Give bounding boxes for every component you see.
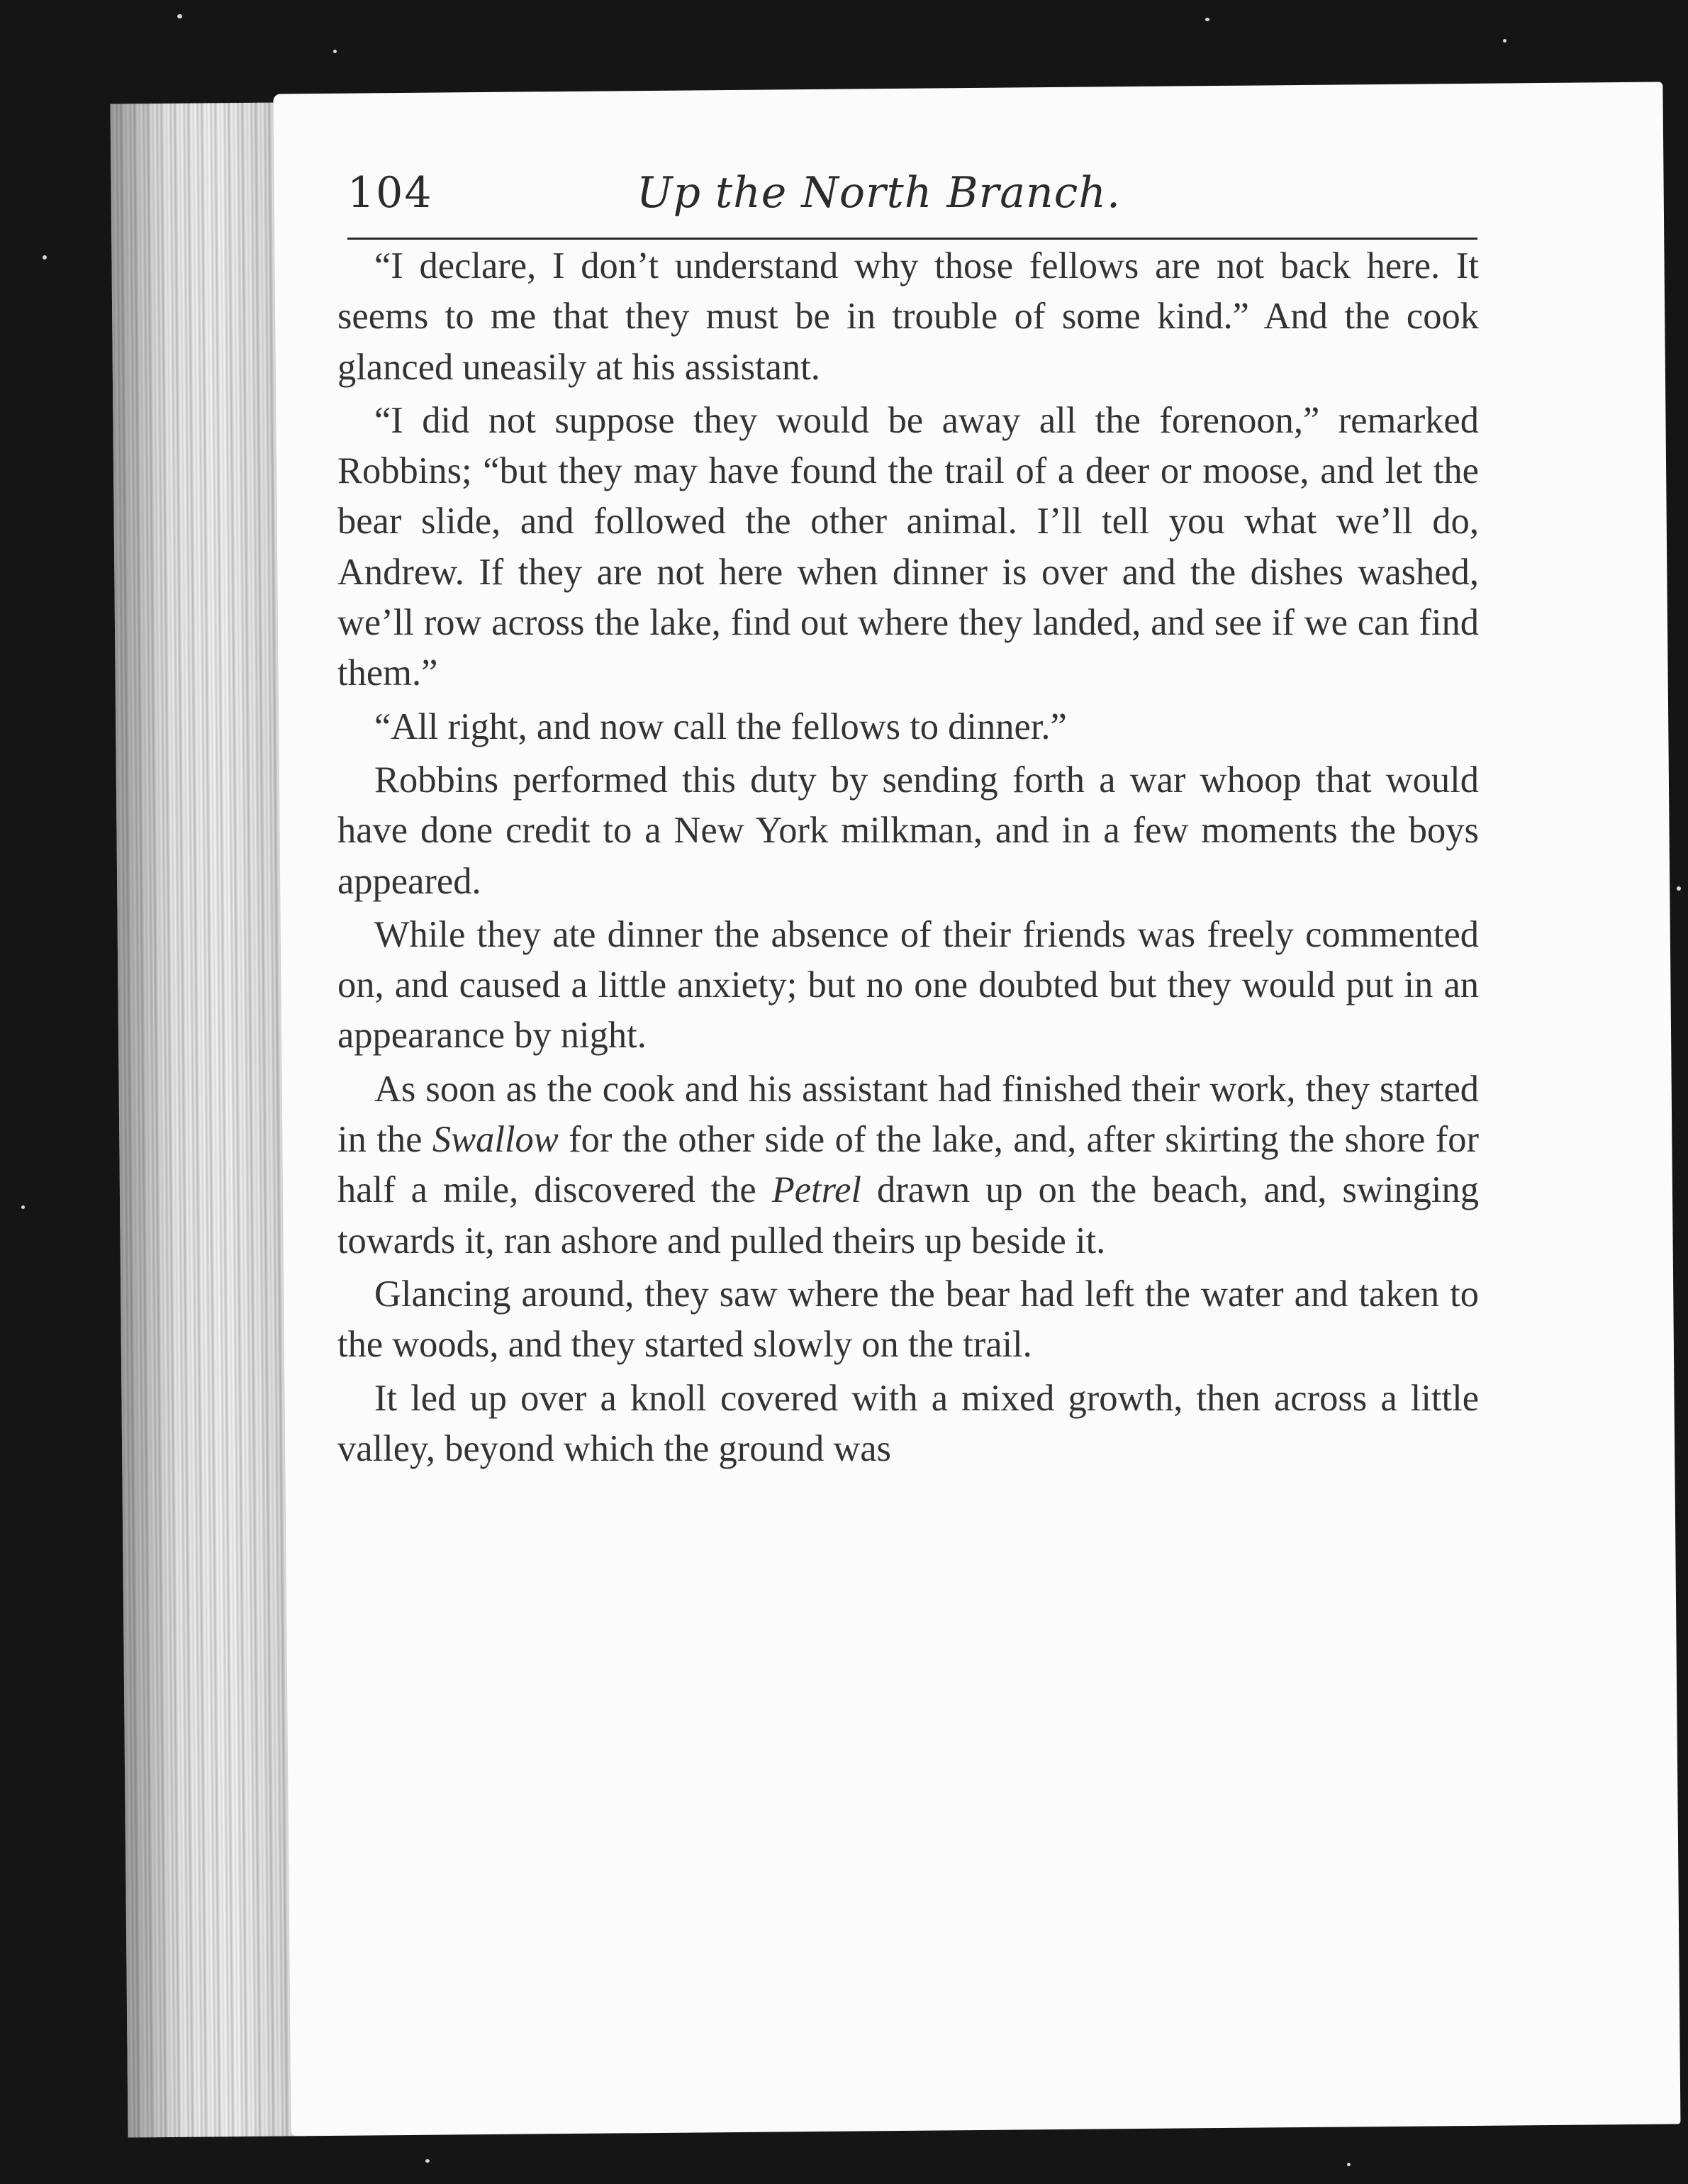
paragraph: “All right, and now call the fellows to dinner.” — [374, 706, 1067, 747]
film-speck — [43, 255, 47, 260]
boat-name-swallow: Swallow — [432, 1119, 559, 1161]
page-number: 104 — [347, 168, 433, 218]
paragraph-text: drawn up on the beach, and, swinging towards it, ran ashore and pulled theirs up beside it. — [337, 1169, 1480, 1261]
paragraph: Robbins performed this duty by sending forth a war whoop that would have done credit to a New York milkman, and in a few moments the boys appeared. — [337, 759, 1479, 902]
paragraph — [337, 1064, 1479, 1266]
film-speck — [333, 50, 337, 53]
paragraph-text: for the other side of the lake, and, after skirting the shore for half a mile, discovered the — [337, 1119, 1479, 1211]
film-speck — [1205, 18, 1209, 21]
paragraph: “I declare, I don’t understand why those fellows are not back here. It seems to me that they must be in trouble of some kind.” And the cook glanced uneasily at his assistant. — [337, 245, 1479, 388]
running-head — [347, 152, 1477, 240]
paragraph: It led up over a knoll covered with a mixed growth, then across a little valley, beyond which the ground was — [337, 1377, 1479, 1469]
film-speck — [425, 2159, 430, 2163]
film-speck — [1677, 886, 1681, 891]
paragraph: While they ate dinner the absence of their friends was freely commented on, and caused a little anxiety; but no one doubted but they would put in an appearance by night. — [337, 913, 1479, 1057]
boat-name-petrel: Petrel — [771, 1169, 862, 1211]
film-speck — [177, 14, 182, 18]
film-speck — [1503, 39, 1507, 43]
running-title: Up the North Branch. — [637, 168, 1122, 218]
paragraph: “I did not suppose they would be away all the forenoon,” remarked Robbins; “but they may have found the trail of a deer or moose, and let the bear slide, and followed the other animal. I’ll tell you what we’ll do, Andrew. If they are not here when dinner is over and the dishes washed, we’ll row across the lake, find out where they landed, and see if we can find them.” — [337, 399, 1479, 694]
body-text — [337, 241, 1479, 1477]
paragraph-text: As soon as the cook and his assistant had finished their work, they started in the — [337, 1068, 1479, 1161]
paragraph: Glancing around, they saw where the bear had left the water and taken to the woods, and they started slowly on the trail. — [337, 1273, 1479, 1366]
film-speck — [21, 1205, 25, 1209]
film-speck — [1347, 2163, 1351, 2166]
